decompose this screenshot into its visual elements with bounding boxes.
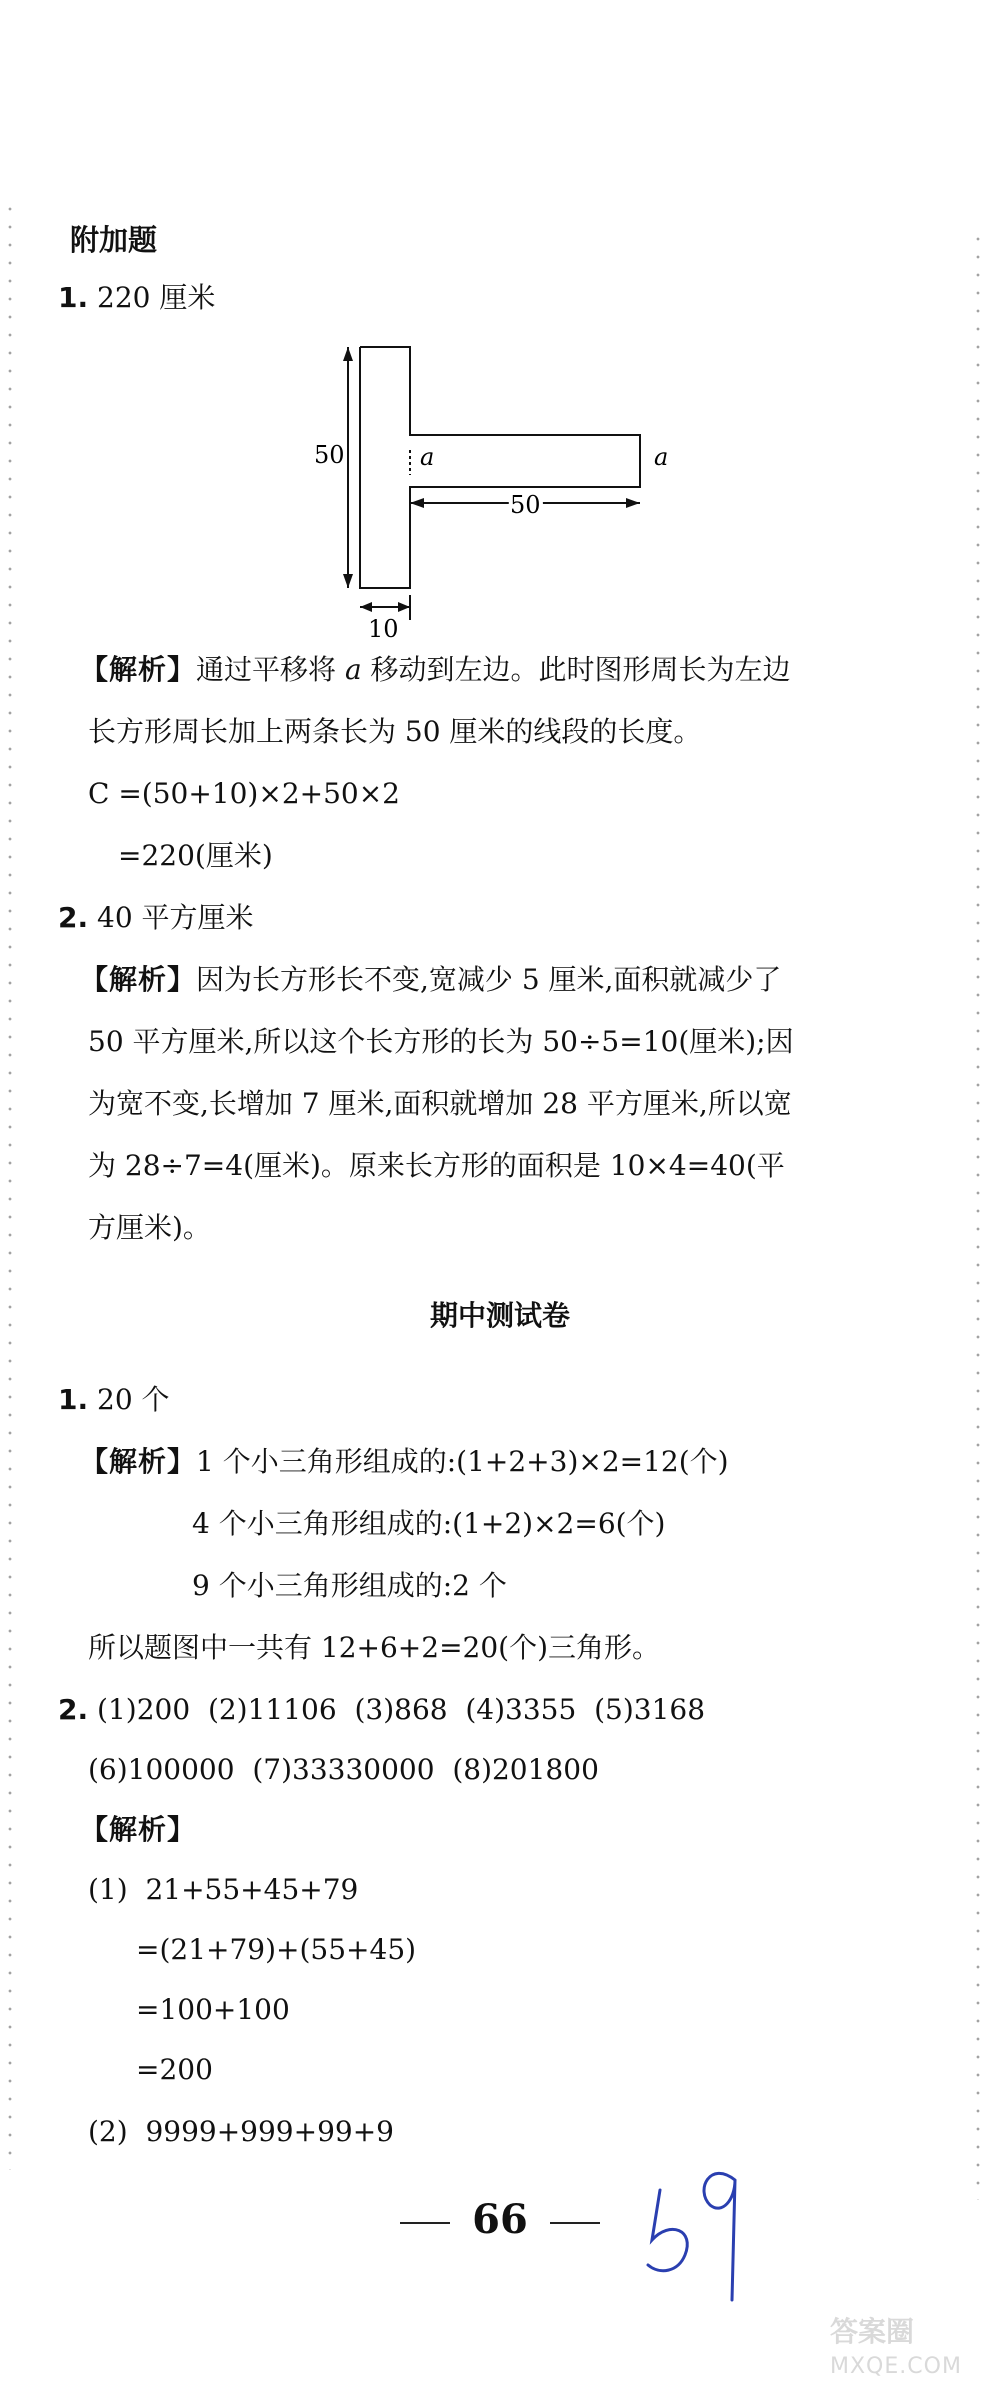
page-number-dash-right	[550, 2222, 600, 2224]
q2-line	[58, 898, 254, 938]
m1-answer: 20 个	[97, 1383, 170, 1416]
right-binding-dots	[974, 230, 982, 2200]
q2-analysis-line-3: 为宽不变,长增加 7 厘米,面积就增加 28 平方厘米,所以宽	[88, 1087, 792, 1120]
q1-equation-2: =220(厘米)	[118, 839, 273, 872]
midterm-title: 期中测试卷	[429, 1299, 570, 1332]
m2-row-1: (1)200 (2)11106 (3)868 (4)3355 (5)3168	[97, 1693, 706, 1726]
m2-analysis-line-4: =200	[136, 2053, 213, 2086]
q2-answer: 40 平方厘米	[97, 901, 254, 934]
label-a-left: a	[420, 443, 435, 471]
m2-line	[58, 1690, 705, 1730]
m2-analysis-tag: 【解析】	[80, 1813, 197, 1846]
q1-analysis-line-1	[80, 650, 791, 690]
q1-answer: 220 厘米	[97, 281, 216, 314]
m1-analysis-tag: 【解析】	[80, 1445, 197, 1478]
q1-analysis-tag: 【解析】	[80, 653, 197, 686]
m1-analysis-text-1: 1 个小三角形组成的:(1+2+3)×2=12(个)	[196, 1445, 729, 1478]
handwritten-59	[640, 2150, 750, 2300]
label-50-bottom: 50	[510, 491, 541, 519]
label-10: 10	[368, 615, 399, 643]
label-50-left: 50	[314, 441, 345, 469]
m1-number: 1.	[58, 1383, 89, 1416]
left-binding-dots	[6, 200, 14, 2170]
t-shape-outline	[360, 347, 640, 588]
q2-analysis-line-1	[80, 960, 781, 1000]
q2-number: 2.	[58, 901, 89, 934]
m1-line	[58, 1380, 170, 1420]
q1-equation-1: C =(50+10)×2+50×2	[88, 777, 400, 810]
q1-analysis-text-1b: 移动到左边。此时图形周长为左边	[370, 653, 791, 686]
q2-analysis-line-2: 50 平方厘米,所以这个长方形的长为 50÷5=10(厘米);因	[88, 1025, 794, 1058]
t-shape-figure	[314, 335, 700, 643]
m2-analysis-line-3: =100+100	[136, 1993, 290, 2026]
q1-analysis-text-1a: 通过平移将	[196, 653, 337, 686]
q2-analysis-tag: 【解析】	[80, 963, 197, 996]
page-number: 66	[472, 2196, 528, 2243]
q2-analysis-text-1: 因为长方形长不变,宽减少 5 厘米,面积就减少了	[196, 963, 782, 996]
watermark-url: MXQE.COM	[830, 2354, 962, 2379]
q1-line	[58, 278, 215, 318]
m2-row-2: (6)100000 (7)33330000 (8)201800	[88, 1753, 599, 1786]
m2-number: 2.	[58, 1693, 89, 1726]
m2-analysis-line-5: (2) 9999+999+99+9	[88, 2115, 394, 2148]
watermark-logo: 答案圈	[830, 2315, 915, 2348]
m1-analysis-line-1	[80, 1442, 729, 1482]
q2-analysis-line-5: 方厘米)。	[88, 1211, 211, 1244]
q1-analysis-var-a: a	[344, 653, 362, 686]
q2-analysis-line-4: 为 28÷7=4(厘米)。原来长方形的面积是 10×4=40(平	[88, 1149, 785, 1182]
m2-analysis-line-1: (1) 21+55+45+79	[88, 1873, 359, 1906]
m1-analysis-line-2: 4 个小三角形组成的:(1+2)×2=6(个)	[192, 1507, 666, 1540]
m2-analysis-line-2: =(21+79)+(55+45)	[136, 1933, 417, 1966]
m1-analysis-line-4: 所以题图中一共有 12+6+2=20(个)三角形。	[88, 1631, 661, 1664]
section-title: 附加题	[70, 223, 158, 257]
m1-analysis-line-3: 9 个小三角形组成的:2 个	[192, 1569, 507, 1602]
label-a-right: a	[654, 443, 669, 471]
q1-analysis-line-2: 长方形周长加上两条长为 50 厘米的线段的长度。	[88, 715, 702, 748]
q1-number: 1.	[58, 281, 89, 314]
